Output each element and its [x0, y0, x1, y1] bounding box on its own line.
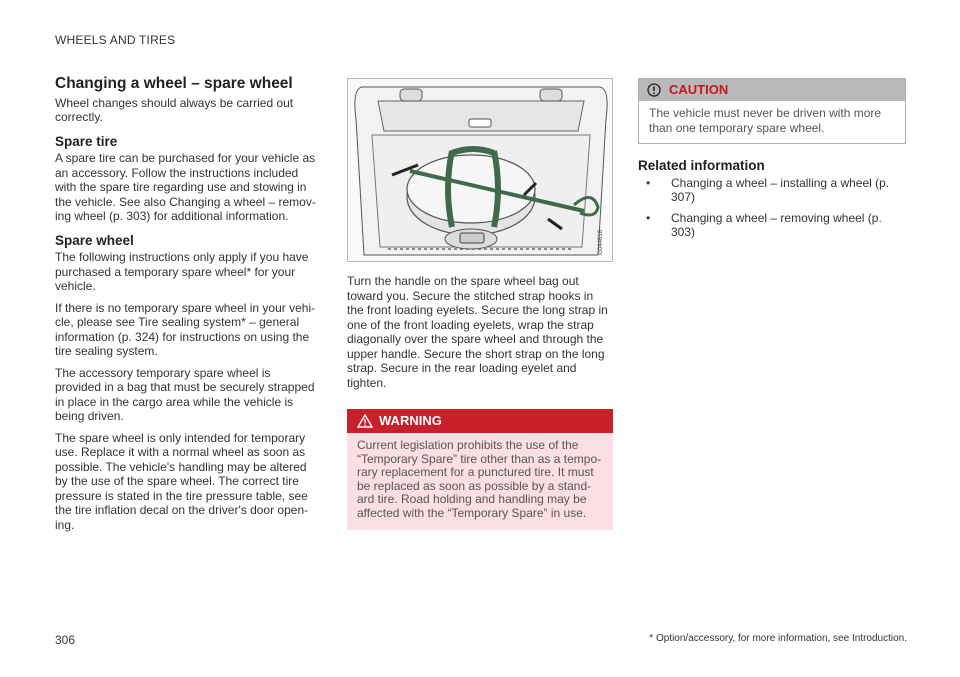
related-link-text: Changing a wheel – installing a wheel (p. 307) — [671, 175, 890, 204]
caution-text: The vehicle must never be driven with more than one temporary spare wheel. — [649, 106, 882, 135]
cargo-area-drawing — [348, 79, 613, 262]
spare-wheel-heading: Spare wheel — [55, 232, 134, 248]
spare-wheel-paragraph-1: The following instructions only apply if you have purchased a temporary spare wheel* for your vehicle. — [55, 250, 309, 293]
bullet: • — [646, 175, 651, 190]
warning-header — [347, 409, 613, 433]
instruction-paragraph: Turn the handle on the spare wheel bag out toward you. Secure the stitched strap hooks in the front loading eyelets. Secure the long strap in one of the front loading eyelets, wrap the strap diagonally over the spare wheel and through the upper handle. Secure the short strap on the long strap. Secure in the rear loading eyelet and tighten. — [347, 274, 608, 390]
related-link-installing-wheel[interactable] — [638, 176, 906, 205]
lead-paragraph: Wheel changes should always be carried out correctly. — [55, 95, 294, 124]
spare-wheel-paragraph-3: The accessory temporary spare wheel is provided in a bag that must be securely strapped in place in the cargo area while the vehicle is being driven. — [55, 365, 315, 423]
footnote: * Option/accessory, for more information, see Introduction. — [649, 633, 907, 644]
page-title: Changing a wheel – spare wheel — [55, 75, 293, 92]
related-information-heading: Related information — [638, 158, 765, 173]
caution-exclamation-icon — [647, 83, 661, 97]
spare-wheel-paragraph-2: If there is no temporary spare wheel in your vehi-cle, please see Tire sealing system* – general information (p. 324) for instructions on using the tire sealing system. — [55, 300, 316, 358]
caution-header — [639, 79, 905, 101]
related-link-text: Changing a wheel – removing wheel (p. 303) — [671, 210, 882, 239]
section-header: WHEELS AND TIRES — [55, 33, 176, 47]
spare-wheel-illustration — [347, 78, 613, 262]
warning-triangle-icon — [357, 414, 373, 428]
page-number: 306 — [55, 633, 76, 647]
related-links-list — [638, 176, 906, 240]
spare-wheel-paragraph-4: The spare wheel is only intended for temporary use. Replace it with a normal wheel as soon as possible. The vehicle's handling may be altered by the use of the spare wheel. The correct tire pressure is stated in the tire pressure table, see the tire inflation decal on the driver's door open-ing. — [55, 430, 309, 532]
figure-code: G044618 — [597, 230, 604, 255]
bullet: • — [646, 210, 651, 225]
spare-tire-heading: Spare tire — [55, 133, 118, 149]
warning-title: WARNING — [379, 412, 442, 428]
caution-box — [638, 78, 906, 144]
related-link-removing-wheel[interactable] — [638, 211, 906, 240]
warning-text: Current legislation prohibits the use of the “Temporary Spare” tire other than as a tempo-rary replacement for a punctured tire. It must be replaced as soon as possible by a stand-ard tire. Road holding and handling may be affected with the “Temporary Spare” in use. — [357, 438, 602, 520]
warning-box — [347, 409, 613, 530]
spare-tire-paragraph: A spare tire can be purchased for your vehicle as an accessory. Follow the instructions included with the spare tire regarding use and stowing in the vehicle. See also Changing a wheel – remov-ing wheel (p. 303) for additional information. — [55, 151, 316, 223]
column-middle — [347, 78, 613, 530]
column-right — [638, 78, 906, 246]
caution-title: CAUTION — [669, 81, 729, 97]
column-left — [55, 77, 317, 539]
